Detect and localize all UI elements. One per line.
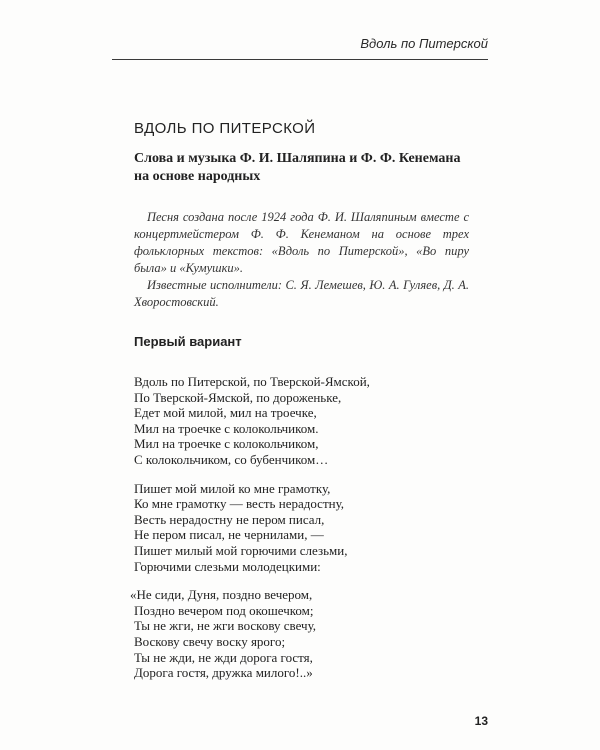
verse-line: Ты не жди, не жди дорога гостя,	[134, 649, 313, 665]
verse-line: Воскову свечу воску ярого;	[134, 633, 286, 649]
stanza-3	[130, 587, 474, 681]
verse-line: С колокольчиком, со бубенчиком…	[134, 451, 329, 467]
verse-line: Мил на троечке с колокольчиком.	[134, 420, 319, 436]
verse-line: Вдоль по Питерской, по Тверской-Ямской,	[134, 374, 370, 389]
verse-line: По Тверской-Ямской, по дороженьке,	[134, 389, 342, 405]
verse-line: «Не сиди, Дуня, поздно вечером,	[130, 587, 313, 603]
header-rule	[112, 59, 488, 60]
stanza-1	[134, 374, 474, 468]
verse-line: Пишет милый мой горючими слезьми,	[134, 542, 348, 558]
page-number: 13	[474, 714, 488, 728]
verse-line: Поздно вечером под окошечком;	[134, 602, 314, 618]
song-note	[134, 209, 469, 311]
note-paragraph-history: Песня создана после 1924 года Ф. И. Шаляпиным вместе с концертмейстером Ф. Ф. Кенеманом на основе трех фольклорных текстов: «Вдоль по Питерской», «Во пиру была» и «Кумушки».	[134, 210, 469, 275]
verse-line: Едет мой милой, мил на троечке,	[134, 405, 317, 421]
verse-line: Не пером писал, не чернилами, —	[134, 527, 324, 543]
verse-line: Весть нерадостну не пером писал,	[134, 511, 325, 527]
verse-line: Пишет мой милой ко мне грамотку,	[134, 480, 331, 496]
song-title: ВДОЛЬ ПО ПИТЕРСКОЙ	[134, 120, 316, 137]
note-paragraph-performers: Известные исполнители: С. Я. Лемешев, Ю. А. Гуляев, Д. А. Хворостовский.	[134, 278, 469, 309]
verse-line: Ко мне грамотку — весть нерадостну,	[134, 496, 345, 512]
verses	[130, 374, 474, 694]
running-head: Вдоль по Питерской	[360, 36, 488, 51]
verse-line: Горючими слезьми молодецкими:	[134, 558, 321, 574]
verse-line: Ты не жги, не жги воскову свечу,	[134, 618, 317, 634]
song-subtitle: Слова и музыка Ф. И. Шаляпина и Ф. Ф. Кенемана на основе народных	[134, 151, 461, 184]
verse-line: Дорога гостя, дружка милого!..»	[134, 665, 313, 681]
verse-line: Мил на троечке с колокольчиком,	[134, 436, 319, 452]
stanza-2	[134, 481, 474, 575]
variant-heading: Первый вариант	[134, 334, 242, 349]
